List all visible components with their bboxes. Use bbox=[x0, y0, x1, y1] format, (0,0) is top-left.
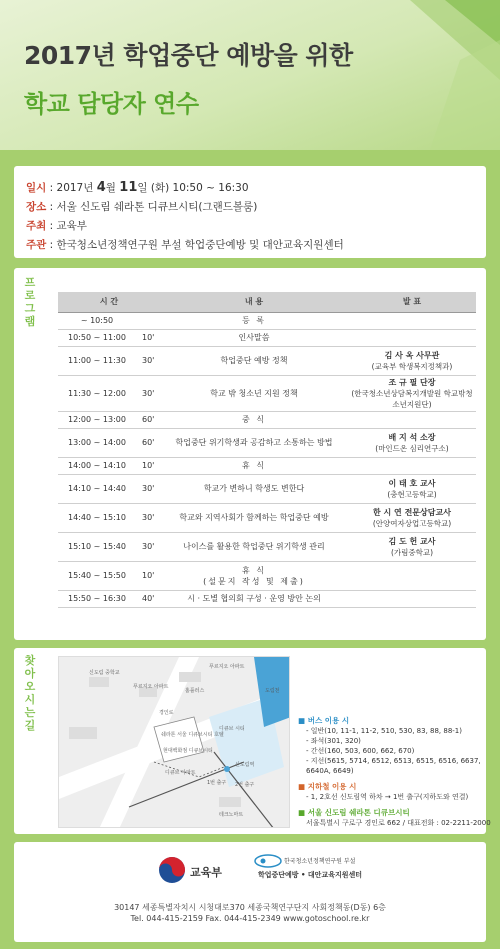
side-label-char: 시 bbox=[24, 693, 36, 706]
map-label: 디큐브 시티 bbox=[219, 726, 245, 732]
speaker-name: 김 도 헌 교사 bbox=[388, 536, 436, 546]
speaker-name: 이 태 호 교사 bbox=[388, 478, 436, 488]
subway-title: ■ 지하철 이용 시 bbox=[298, 782, 357, 791]
header-time: 시 간 bbox=[58, 292, 160, 312]
legend-line: - 지선(5615, 5714, 6512, 6513, 6515, 6516, 6637, bbox=[306, 757, 481, 765]
moe-name: 교육부 bbox=[190, 866, 222, 879]
row-duration bbox=[136, 312, 160, 329]
row-time: 14:00 ~ 14:10 bbox=[58, 457, 136, 474]
info-date-row: 일시 : 2017년 4월 11일 (화) 10:50 ~ 16:30 bbox=[26, 180, 249, 195]
legend-line: - 1, 2호선 신도림역 하차 → 1번 출구(지하도와 연결) bbox=[306, 793, 469, 801]
side-label-char: 프 bbox=[24, 276, 36, 289]
side-label-char: 찾 bbox=[24, 654, 36, 667]
moe-logo-icon bbox=[158, 856, 186, 884]
map-label: 홈플러스 bbox=[185, 688, 205, 694]
legend-line: - 간선(160, 503, 600, 662, 670) bbox=[306, 747, 415, 755]
directions-legend bbox=[298, 710, 491, 828]
legend-line: - 일반(10, 11-1, 11-2, 510, 530, 83, 88, 88-1) bbox=[306, 727, 462, 735]
footer-address: 30147 세종특별자치시 시청대로370 세종국책연구단지 사회정책동(D동) 6층 bbox=[114, 903, 386, 912]
row-speaker bbox=[348, 312, 476, 329]
row-time: 12:00 ~ 13:00 bbox=[58, 411, 136, 428]
row-speaker bbox=[348, 428, 476, 457]
row-content: 학교 밖 청소년 지원 정책 bbox=[160, 375, 348, 411]
row-time: 13:00 ~ 14:00 bbox=[58, 428, 136, 457]
header-banner bbox=[0, 0, 500, 150]
row-duration: 60' bbox=[136, 411, 160, 428]
nypi-logo-icon bbox=[254, 854, 282, 868]
info-place-row: 장소 : 서울 신도림 쉐라톤 디큐브시티(그랜드볼룸) bbox=[26, 201, 258, 213]
schedule-row bbox=[58, 329, 476, 346]
legend-line: 서울특별시 구로구 경인로 662 / 대표전화 : 02-2211-2000 bbox=[306, 819, 491, 827]
side-label-char: 는 bbox=[24, 706, 36, 719]
row-duration: 30' bbox=[136, 503, 160, 532]
footer-contact: Tel. 044-415-2159 Fax. 044-415-2349 www.gotoschool.re.kr bbox=[130, 914, 370, 923]
side-label-char: 램 bbox=[24, 315, 36, 328]
row-duration: 30' bbox=[136, 532, 160, 561]
row-content: 등 록 bbox=[160, 312, 348, 329]
speaker-name: 배 지 석 소장 bbox=[388, 432, 436, 442]
page-subtitle: 학교 담당자 연수 bbox=[24, 90, 199, 118]
direct-title: ■ 서울 신도림 쉐라톤 디큐브시티 bbox=[298, 808, 410, 817]
info-host-row: 주최 : 교육부 bbox=[26, 220, 87, 232]
row-time: 14:10 ~ 14:40 bbox=[58, 474, 136, 503]
map-label: 도림천 bbox=[265, 688, 280, 694]
speaker-affiliation: (마인드온 심리연구소) bbox=[375, 443, 449, 453]
map-label: 푸르지오 아파트 bbox=[209, 664, 245, 670]
info-organizer-row: 주관 : 한국청소년정책연구원 부설 학업중단예방 및 대안교육지원센터 bbox=[26, 239, 344, 251]
footer-panel bbox=[14, 842, 486, 942]
info-date-key: 일시 bbox=[26, 182, 47, 194]
legend-line: 6640A, 6649) bbox=[306, 767, 354, 775]
side-label-char: 오 bbox=[24, 680, 36, 693]
row-speaker bbox=[348, 561, 476, 590]
row-speaker bbox=[348, 346, 476, 375]
schedule-row bbox=[58, 503, 476, 532]
row-speaker bbox=[348, 457, 476, 474]
legend-line: - 좌석(301, 320) bbox=[306, 737, 361, 745]
schedule-row bbox=[58, 590, 476, 607]
schedule-row bbox=[58, 312, 476, 329]
map-label: 경인로 bbox=[159, 710, 174, 716]
row-duration: 30' bbox=[136, 346, 160, 375]
map-label: 푸르지오 아파트 bbox=[133, 684, 169, 690]
speaker-affiliation: (교육부 학생복지정책과) bbox=[371, 361, 453, 371]
map-label: 현대백화점 디큐브시티 bbox=[163, 748, 213, 754]
header-speaker: 발 표 bbox=[348, 292, 476, 312]
nypi-name: 한국청소년정책연구원 부설 bbox=[284, 858, 356, 865]
row-speaker bbox=[348, 375, 476, 411]
map-label: 신도림 중학교 bbox=[89, 670, 120, 676]
speaker-affiliation: (한국청소년상담복지개발원 학교밖청소년지원단) bbox=[351, 388, 473, 409]
program-table-header bbox=[58, 292, 476, 312]
map-label: 신도림역 bbox=[235, 762, 255, 768]
row-speaker bbox=[348, 411, 476, 428]
map-drawing bbox=[59, 657, 290, 828]
row-time: 11:30 ~ 12:00 bbox=[58, 375, 136, 411]
program-panel bbox=[14, 268, 486, 640]
speaker-affiliation: (충현고등학교) bbox=[387, 489, 437, 499]
row-duration: 30' bbox=[136, 375, 160, 411]
program-table bbox=[58, 292, 476, 608]
row-time: ~ 10:50 bbox=[58, 312, 136, 329]
row-duration: 10' bbox=[136, 329, 160, 346]
side-label-char: 로 bbox=[24, 289, 36, 302]
program-side-label bbox=[20, 276, 40, 328]
schedule-row bbox=[58, 457, 476, 474]
row-time: 15:50 ~ 16:30 bbox=[58, 590, 136, 607]
row-time: 11:00 ~ 11:30 bbox=[58, 346, 136, 375]
row-content: 학업중단 예방 정책 bbox=[160, 346, 348, 375]
map-label: 테크노마트 bbox=[219, 812, 244, 818]
map-label: 디큐브 아파트 bbox=[165, 770, 196, 776]
row-content: 시 · 도별 협의회 구성 · 운영 방안 논의 bbox=[160, 590, 348, 607]
location-map bbox=[58, 656, 290, 828]
schedule-row bbox=[58, 532, 476, 561]
event-info-panel bbox=[14, 166, 486, 258]
map-label: 1번 출구 bbox=[207, 780, 227, 786]
row-content: 학교와 지역사회가 함께하는 학업중단 예방 bbox=[160, 503, 348, 532]
map-label: 2번 출구 bbox=[235, 782, 255, 788]
row-time: 15:10 ~ 15:40 bbox=[58, 532, 136, 561]
row-content: 나이스를 활용한 학업중단 위기학생 관리 bbox=[160, 532, 348, 561]
row-duration: 40' bbox=[136, 590, 160, 607]
header-content: 내 용 bbox=[160, 292, 348, 312]
row-time: 14:40 ~ 15:10 bbox=[58, 503, 136, 532]
schedule-row bbox=[58, 474, 476, 503]
speaker-affiliation: (안양여자상업고등학교) bbox=[372, 518, 452, 528]
row-duration: 60' bbox=[136, 428, 160, 457]
bus-title: ■ 버스 이용 시 bbox=[298, 716, 350, 725]
row-speaker bbox=[348, 590, 476, 607]
row-speaker bbox=[348, 474, 476, 503]
side-label-char: 그 bbox=[24, 302, 36, 315]
center-name: 학업중단예방 • 대안교육지원센터 bbox=[258, 871, 363, 879]
row-content: 학교가 변하니 학생도 변한다 bbox=[160, 474, 348, 503]
row-speaker bbox=[348, 532, 476, 561]
row-content: 휴 식 bbox=[160, 457, 348, 474]
speaker-name: 김 사 옥 사무관 bbox=[384, 350, 440, 360]
row-content: 중 식 bbox=[160, 411, 348, 428]
schedule-row bbox=[58, 411, 476, 428]
row-speaker bbox=[348, 329, 476, 346]
row-time: 10:50 ~ 11:00 bbox=[58, 329, 136, 346]
row-content: 휴 식 (설문지 작성 및 제출) bbox=[160, 561, 348, 590]
row-duration: 30' bbox=[136, 474, 160, 503]
directions-side-label bbox=[20, 654, 40, 732]
speaker-name: 조 규 필 단장 bbox=[388, 377, 436, 387]
header-decoration bbox=[350, 0, 500, 150]
row-content: 학업중단 위기학생과 공감하고 소통하는 방법 bbox=[160, 428, 348, 457]
speaker-affiliation: (가림중학교) bbox=[390, 547, 434, 557]
map-label: 쉐라톤 서울 디큐브시티 호텔 bbox=[161, 732, 224, 738]
row-duration: 10' bbox=[136, 561, 160, 590]
schedule-row bbox=[58, 346, 476, 375]
row-content: 인사말씀 bbox=[160, 329, 348, 346]
row-time: 15:40 ~ 15:50 bbox=[58, 561, 136, 590]
schedule-row bbox=[58, 428, 476, 457]
speaker-name: 한 시 연 전문상담교사 bbox=[373, 507, 451, 517]
page-title: 2017년 학업중단 예방을 위한 bbox=[24, 41, 353, 70]
side-label-char: 아 bbox=[24, 667, 36, 680]
row-speaker bbox=[348, 503, 476, 532]
side-label-char: 길 bbox=[24, 719, 36, 732]
row-duration: 10' bbox=[136, 457, 160, 474]
directions-panel bbox=[14, 648, 491, 834]
schedule-row bbox=[58, 375, 476, 411]
schedule-row bbox=[58, 561, 476, 590]
